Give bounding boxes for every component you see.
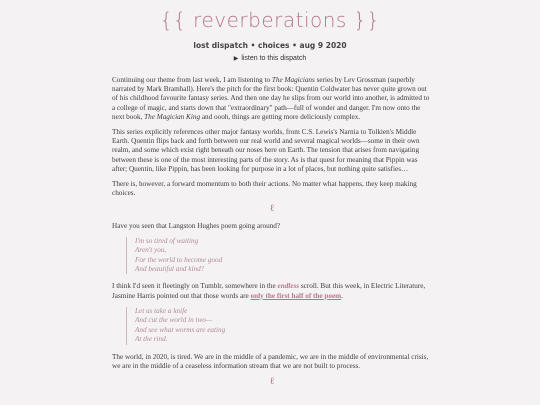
text-span: and oooh, things are getting more deliciously complex. <box>200 112 361 121</box>
paragraph-4: Have you seen that Langston Hughes poem going around? <box>112 221 281 230</box>
article-body <box>112 76 432 394</box>
text-span: scroll. But this week, in Electric Literature, Jasmine Harris pointed out that those words are <box>112 282 426 300</box>
endless-emphasis: endless <box>277 282 300 291</box>
poem-quote-1 <box>126 237 432 275</box>
play-icon[interactable]: ▶ <box>233 56 239 62</box>
paragraph-3: There is, however, a forward momentum to both their actions. No matter what happens, they keep making choices. <box>112 180 417 198</box>
poem-line: Aren't you, <box>135 246 167 255</box>
dispatch-meta: lost dispatch • choices • aug 9 2020 <box>193 41 347 50</box>
text-span: Continuing our theme from last week, I am listening to <box>112 76 272 84</box>
poem-line: At the rind. <box>135 335 168 344</box>
book-title: The Magicians <box>271 76 315 84</box>
poem-quote-2 <box>126 307 432 345</box>
poem-line: For the world to become good <box>135 255 223 264</box>
section-separator: ℓ <box>269 375 275 387</box>
poem-line: Let us take a knife <box>135 306 188 315</box>
book-title: The Magician King <box>144 112 201 121</box>
paragraph-1 <box>112 76 432 122</box>
poem-line: And cut the world in two— <box>135 316 213 325</box>
text-span: . <box>341 291 343 300</box>
poem-link[interactable]: only the first half of the poem <box>250 291 342 300</box>
section-separator: ℓ <box>269 203 275 215</box>
site-title[interactable]: {{ reverberations }} <box>159 8 381 32</box>
poem-line: I'm so tired of waiting <box>135 236 199 245</box>
paragraph-2: This series explicitly references other major fantasy worlds, from C.S. Lewis's Narnia to Tolkien's Middle Earth. Quentin flips back and forth between our real world and several magical worlds—some in their own realm, and some which exist right beneath our noses here on Earth. The tension that arises from navigating between these is one of the most interesting parts of the story. As is that quest for meaning that Pippin was after; Quentin, like Pippin, has been looking for purpose in a lot of places, but nothing quite satisfies… <box>112 128 420 173</box>
text-span: series by Lev Grossman (superbly narrated by Mark Bramhall). Here's the pitch for the first book: Quentin Coldwater has never quite grown out of his childhood favourite fantasy series. And then one day he slips from our world into another, is admitted to a college of magic, and starts down that "extraordinary" path—full of wonder and danger. I'm now onto the next book, <box>112 76 430 121</box>
poem-line: And beautiful and kind? <box>135 265 205 274</box>
paragraph-5 <box>112 282 432 300</box>
listen-link[interactable] <box>0 55 540 62</box>
poem-line: And see what worms are eating <box>135 325 226 334</box>
paragraph-6: The world, in 2020, is tired. We are in the middle of a pandemic, we are in the middle of environmental crisis, we are in the middle of a ceaseless information stream that we are not built to process. <box>112 352 429 370</box>
text-span: I think I'd seen it fleetingly on Tumblr, somewhere in the <box>112 282 278 291</box>
listen-label[interactable]: listen to this dispatch <box>241 55 307 62</box>
